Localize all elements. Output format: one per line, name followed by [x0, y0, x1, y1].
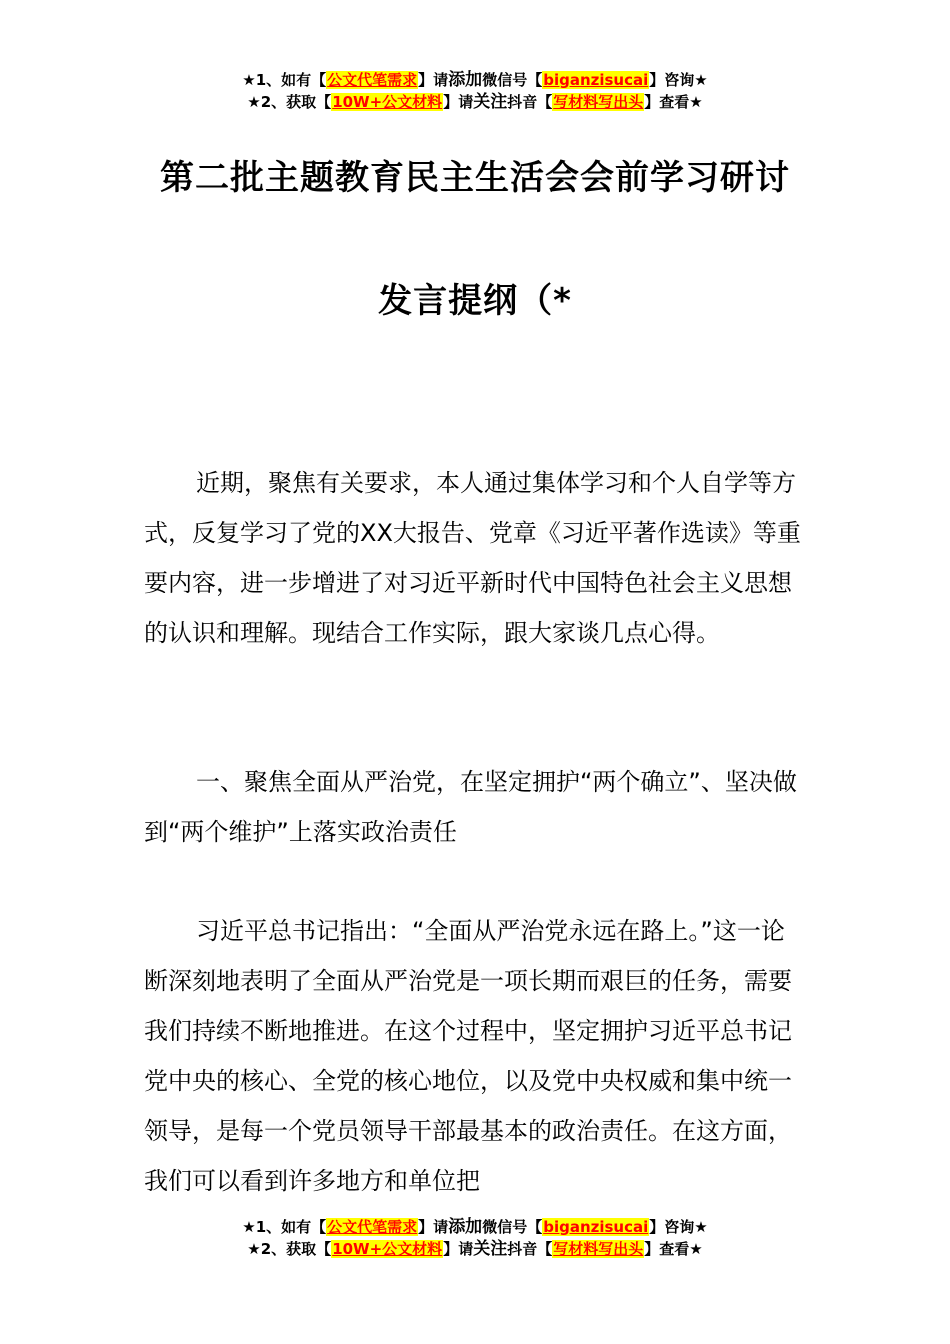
- document-title-line-2: 发言提纲（*: [378, 281, 572, 321]
- highlight-douyin: 写材料写出头: [553, 93, 644, 111]
- body-paragraph-section-1: 习近平总书记指出：“全面从严治党永远在路上。”这一论断深刻地表明了全面从严治党是一项长期而艰巨的任务，需要我们持续不断地推进。在这个过程中，坚定拥护习近平总书记党中央的核心、全党的核心地位，以及党中央权威和集中统一领导，是每一个党员领导干部最基本的政治责任。在这方面，我们可以看到许多地方和单位把: [144, 917, 792, 1195]
- highlight-wechat-id: biganzisucai: [543, 1218, 649, 1236]
- body-paragraph-intro: 近期，聚焦有关要求，本人通过集体学习和个人自学等方式，反复学习了党的XX大报告、党章《习近平著作选读》等重要内容，进一步增进了对习近平新时代中国特色社会主义思想的认识和理解。现结合工作实际，跟大家谈几点心得。: [144, 469, 801, 647]
- section-heading-1: 一、聚焦全面从严治党，在坚定拥护“两个确立”、坚决做到“两个维护”上落实政治责任: [144, 768, 797, 846]
- promo-line-2: ★2、获取【10W+公文材料】请关注抖音【写材料写出头】查看★: [247, 92, 703, 112]
- highlight-service: 公文代笔需求: [327, 1218, 418, 1236]
- promo-line-1: ★1、如有【公文代笔需求】请添加微信号【biganzisucai】咨询★: [242, 70, 708, 90]
- promo-line-2: ★2、获取【10W+公文材料】请关注抖音【写材料写出头】查看★: [247, 1239, 703, 1259]
- document-title-line-1: 第二批主题教育民主生活会会前学习研讨: [160, 158, 790, 198]
- highlight-service: 公文代笔需求: [327, 71, 418, 89]
- highlight-materials: 10W+公文材料: [332, 93, 443, 111]
- promo-banner-bottom: [0, 1216, 950, 1260]
- highlight-wechat-id: biganzisucai: [543, 71, 649, 89]
- promo-line-1: ★1、如有【公文代笔需求】请添加微信号【biganzisucai】咨询★: [242, 1217, 708, 1237]
- promo-banner-top: [0, 69, 950, 113]
- highlight-douyin: 写材料写出头: [553, 1240, 644, 1258]
- highlight-materials: 10W+公文材料: [332, 1240, 443, 1258]
